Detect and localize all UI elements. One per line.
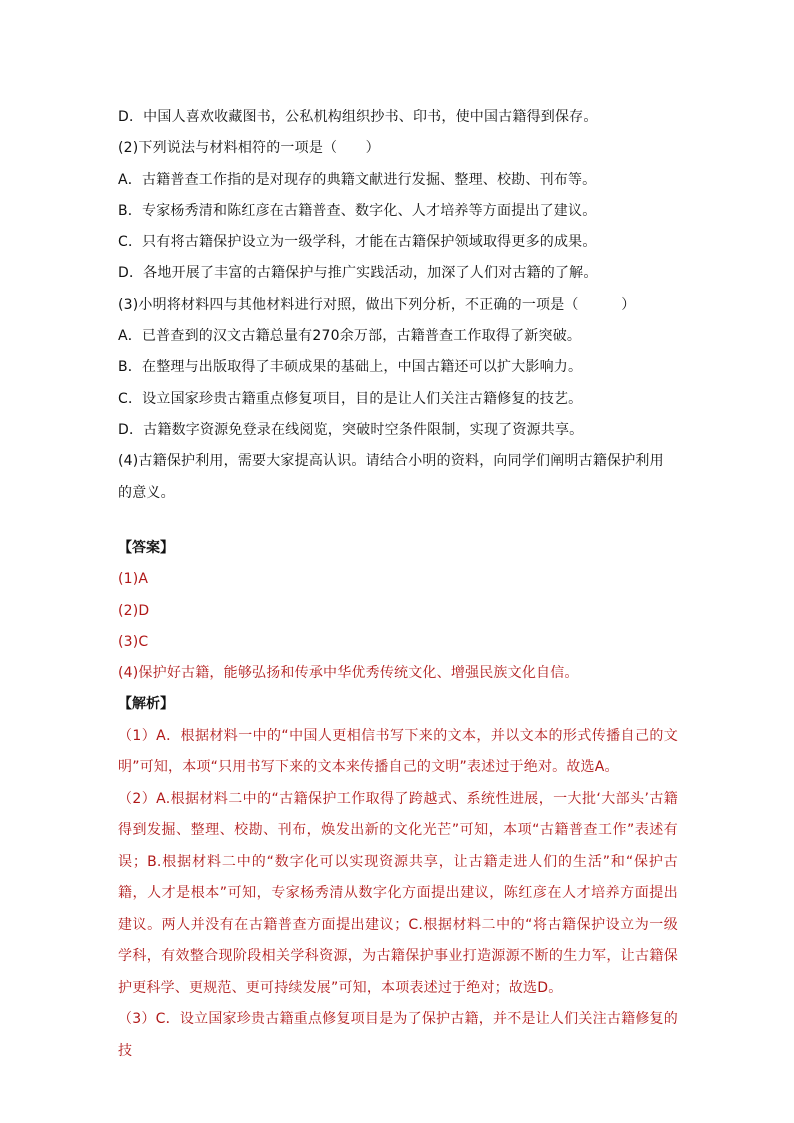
q2-option-d: D．各地开展了丰富的古籍保护与推广实践活动，加深了人们对古籍的了解。 — [118, 265, 598, 282]
q2-option-b: B．专家杨秀清和陈红彦在古籍普查、数字化、人才培养等方面提出了建议。 — [118, 202, 597, 219]
answer-item-2: (2)D — [118, 602, 150, 619]
q3-option-b: B．在整理与出版取得了丰硕成果的基础上，中国古籍还可以扩大影响力。 — [118, 359, 583, 376]
analysis-heading: 【解析】 — [118, 696, 174, 713]
q3-option-c: C．设立国家珍贵古籍重点修复项目，目的是让人们关注古籍修复的技艺。 — [118, 390, 583, 407]
answer-item-4: (4)保护好古籍，能够弘扬和传承中华优秀传统文化、增强民族文化自信。 — [118, 665, 579, 682]
answer-section — [118, 533, 678, 1067]
q3-option-a: A．已普查到的汉文古籍总量有270余万部，古籍普查工作取得了新突破。 — [118, 328, 582, 345]
q2-stem: (2)下列说法与材料相符的一项是（ ） — [118, 140, 380, 157]
answer-heading: 【答案】 — [118, 540, 174, 556]
analysis-paragraph-1: （1）A．根据材料一中的“中国人更相信书写下来的文本，并以文本的形式传播自己的文明”可知，本项“只用书写下来的文本来传播自己的文明”表述过于绝对。故选A。 — [118, 727, 678, 776]
answer-item-3: (3)C — [118, 633, 149, 650]
analysis-paragraph-3: （3）C．设立国家珍贵古籍重点修复项目是为了保护古籍，并不是让人们关注古籍修复的技 — [118, 1011, 678, 1059]
q2-option-a: A．古籍普查工作指的是对现存的典籍文献进行发掘、整理、校勘、刊布等。 — [118, 171, 597, 188]
q3-option-d: D．古籍数字资源免登录在线阅览，突破时空条件限制，实现了资源共享。 — [118, 421, 584, 438]
analysis-paragraph-2: （2）A.根据材料二中的“古籍保护工作取得了跨越式、系统性进展，一大批‘大部头’古籍得到发掘、整理、校勘、刊布，焕发出新的文化光芒”可知，本项“古籍普查工作”表述有误；B.根据材料二中的“数字化可以实现资源共享，让古籍走进人们的生活”和“保护古籍，人才是根本”可知，专家杨秀清从数字化方面提出建议，陈红彦在人才培养方面提出建议。两人并没有在古籍普查方面提出建议；C.根据材料二中的“将古籍保护设立为一级学科，有效整合现阶段相关学科资源，为古籍保护事业打造源源不断的生力军，让古籍保护更科学、更规范、更可持续发展”可知，本项表述过于绝对；故选D。 — [118, 790, 678, 996]
q1-option-d: D．中国人喜欢收藏图书，公私机构组织抄书、印书，使中国古籍得到保存。 — [118, 109, 598, 125]
q3-stem: (3)小明将材料四与其他材料进行对照，做出下列分析，不正确的一项是（ ） — [118, 296, 636, 313]
q4-stem: (4)古籍保护利用，需要大家提高认识。请结合小明的资料，向同学们阐明古籍保护利用的意义。 — [118, 453, 664, 501]
answer-item-1: (1)A — [118, 571, 149, 588]
q2-option-c: C．只有将古籍保护设立为一级学科，才能在古籍保护领域取得更多的成果。 — [118, 234, 597, 251]
question-section — [118, 102, 678, 509]
